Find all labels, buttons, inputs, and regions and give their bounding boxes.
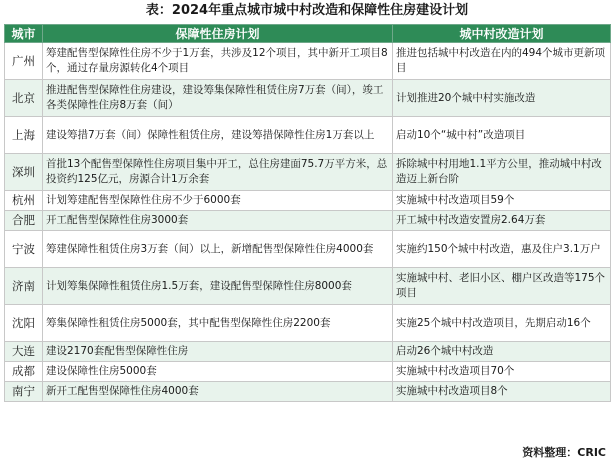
- header-village-plan: 城中村改造计划: [393, 25, 611, 43]
- village-cell: 实施约150个城中村改造，惠及住户3.1万户: [393, 231, 611, 268]
- city-cell: 大连: [5, 342, 43, 362]
- housing-cell: 建设保障性住房5000套: [43, 362, 393, 382]
- housing-cell: 建设2170套配售型保障性住房: [43, 342, 393, 362]
- housing-cell: 首批13个配售型保障性住房项目集中开工，总住房建面75.7万平方米，总投资约125亿元，房源合计1万余套: [43, 154, 393, 191]
- village-cell: 推进包括城中村改造在内的494个城市更新项目: [393, 43, 611, 80]
- village-cell: 拆除城中村用地1.1平方公里，推动城中村改造迈上新台阶: [393, 154, 611, 191]
- village-cell: 计划推进20个城中村实施改造: [393, 80, 611, 117]
- source-note: 资料整理：CRIC: [522, 446, 606, 459]
- village-cell: 实施城中村改造项目70个: [393, 362, 611, 382]
- housing-cell: 筹建配售型保障性住房不少于1万套，共涉及12个项目，其中新开工项目8个，通过存量房源转化4个项目: [43, 43, 393, 80]
- table-title: 表：2024年重点城市城中村改造和保障性住房建设计划: [145, 3, 469, 18]
- city-cell: 深圳: [5, 154, 43, 191]
- housing-cell: 建设筹措7万套（间）保障性租赁住房，建设筹措保障性住房1万套以上: [43, 117, 393, 154]
- housing-cell: 筹建保障性租赁住房3万套（间）以上，新增配售型保障性住房4000套: [43, 231, 393, 268]
- table-row: [5, 191, 611, 211]
- table-row: [5, 80, 611, 117]
- city-cell: 南宁: [5, 382, 43, 402]
- table-row: [5, 268, 611, 305]
- village-cell: 实施城中村改造项目59个: [393, 191, 611, 211]
- table-row: [5, 211, 611, 231]
- city-cell: 合肥: [5, 211, 43, 231]
- table-row: [5, 154, 611, 191]
- table-row: [5, 231, 611, 268]
- housing-cell: 计划筹集保障性租赁住房1.5万套，建设配售型保障性住房8000套: [43, 268, 393, 305]
- village-cell: 实施25个城中村改造项目，先期启动16个: [393, 305, 611, 342]
- village-cell: 启动26个城中村改造: [393, 342, 611, 362]
- city-cell: 上海: [5, 117, 43, 154]
- housing-plan-table: [4, 24, 611, 402]
- header-housing-plan: 保障性住房计划: [43, 25, 393, 43]
- village-cell: 实施城中村、老旧小区、棚户区改造等175个项目: [393, 268, 611, 305]
- village-cell: 启动10个“城中村”改造项目: [393, 117, 611, 154]
- city-cell: 北京: [5, 80, 43, 117]
- housing-cell: 计划筹建配售型保障性住房不少于6000套: [43, 191, 393, 211]
- table-row: [5, 43, 611, 80]
- city-cell: 成都: [5, 362, 43, 382]
- village-cell: 开工城中村改造安置房2.64万套: [393, 211, 611, 231]
- city-cell: 沈阳: [5, 305, 43, 342]
- housing-cell: 开工配售型保障性住房3000套: [43, 211, 393, 231]
- header-city: 城市: [5, 25, 43, 43]
- table-row: [5, 362, 611, 382]
- city-cell: 杭州: [5, 191, 43, 211]
- housing-cell: 推进配售型保障性住房建设，建设筹集保障性租赁住房7万套（间），竣工各类保障性住房8万套（间）: [43, 80, 393, 117]
- table-row: [5, 117, 611, 154]
- city-cell: 广州: [5, 43, 43, 80]
- header-row: [5, 25, 611, 43]
- table-row: [5, 382, 611, 402]
- table-row: [5, 342, 611, 362]
- city-cell: 宁波: [5, 231, 43, 268]
- housing-cell: 筹集保障性租赁住房5000套，其中配售型保障性住房2200套: [43, 305, 393, 342]
- housing-cell: 新开工配售型保障性住房4000套: [43, 382, 393, 402]
- table-row: [5, 305, 611, 342]
- city-cell: 济南: [5, 268, 43, 305]
- village-cell: 实施城中村改造项目8个: [393, 382, 611, 402]
